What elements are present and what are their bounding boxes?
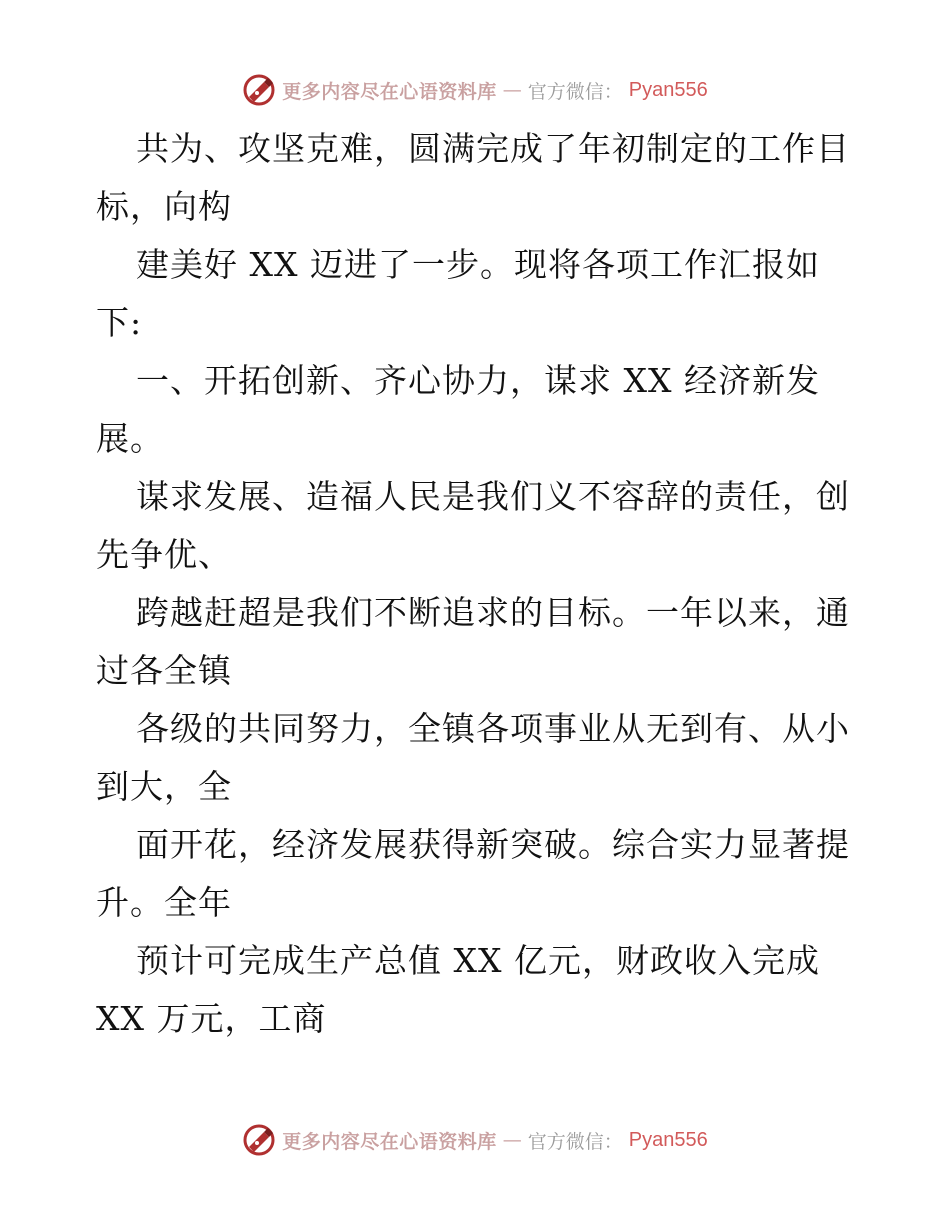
footer-banner-wechat-id: Pyan556	[628, 1128, 708, 1151]
section-heading-line: 一、开拓创新、齐心协力，谋求 XX 经济新发	[136, 361, 820, 400]
paragraph-line: 下:	[96, 303, 143, 342]
footer-banner	[0, 1120, 950, 1160]
paragraph-line: 各级的共同努力，全镇各项事业从无到有、从小	[136, 709, 850, 748]
paragraph-line: 谋求发展、造福人民是我们义不容辞的责任，创	[136, 477, 850, 516]
paragraph-line: 标，向构	[96, 187, 232, 226]
paragraph-line: 先争优、	[96, 535, 232, 574]
paragraph-line: 建美好 XX 迈进了一步。现将各项工作汇报如	[136, 245, 820, 284]
paragraph-line: 面开花，经济发展获得新突破。综合实力显著提	[136, 825, 850, 864]
footer-banner-separator: —	[502, 1129, 522, 1151]
header-banner	[0, 70, 950, 110]
section-heading-line: 展。	[96, 419, 164, 458]
banner-wechat-id: Pyan556	[628, 78, 708, 101]
banner-wechat-label: 官方微信：	[527, 80, 623, 103]
banner-title: 更多内容尽在心语资料库	[282, 80, 497, 103]
paragraph-line: 升。全年	[96, 883, 232, 922]
paragraph-line: 跨越赶超是我们不断追求的目标。一年以来，通	[136, 593, 850, 632]
paragraph-line: XX 万元，工商	[96, 999, 327, 1038]
banner-separator: —	[502, 79, 522, 101]
document-body	[96, 120, 856, 1048]
paragraph-line: 过各全镇	[96, 651, 232, 690]
pen-nib-logo-icon	[242, 1123, 276, 1157]
paragraph-line: 到大，全	[96, 767, 232, 806]
footer-banner-wechat-label: 官方微信：	[527, 1130, 623, 1153]
pen-nib-logo-icon	[242, 73, 276, 107]
paragraph-line: 共为、攻坚克难，圆满完成了年初制定的工作目	[136, 129, 850, 168]
paragraph-line: 预计可完成生产总值 XX 亿元，财政收入完成	[136, 941, 820, 980]
footer-banner-title: 更多内容尽在心语资料库	[282, 1130, 497, 1153]
